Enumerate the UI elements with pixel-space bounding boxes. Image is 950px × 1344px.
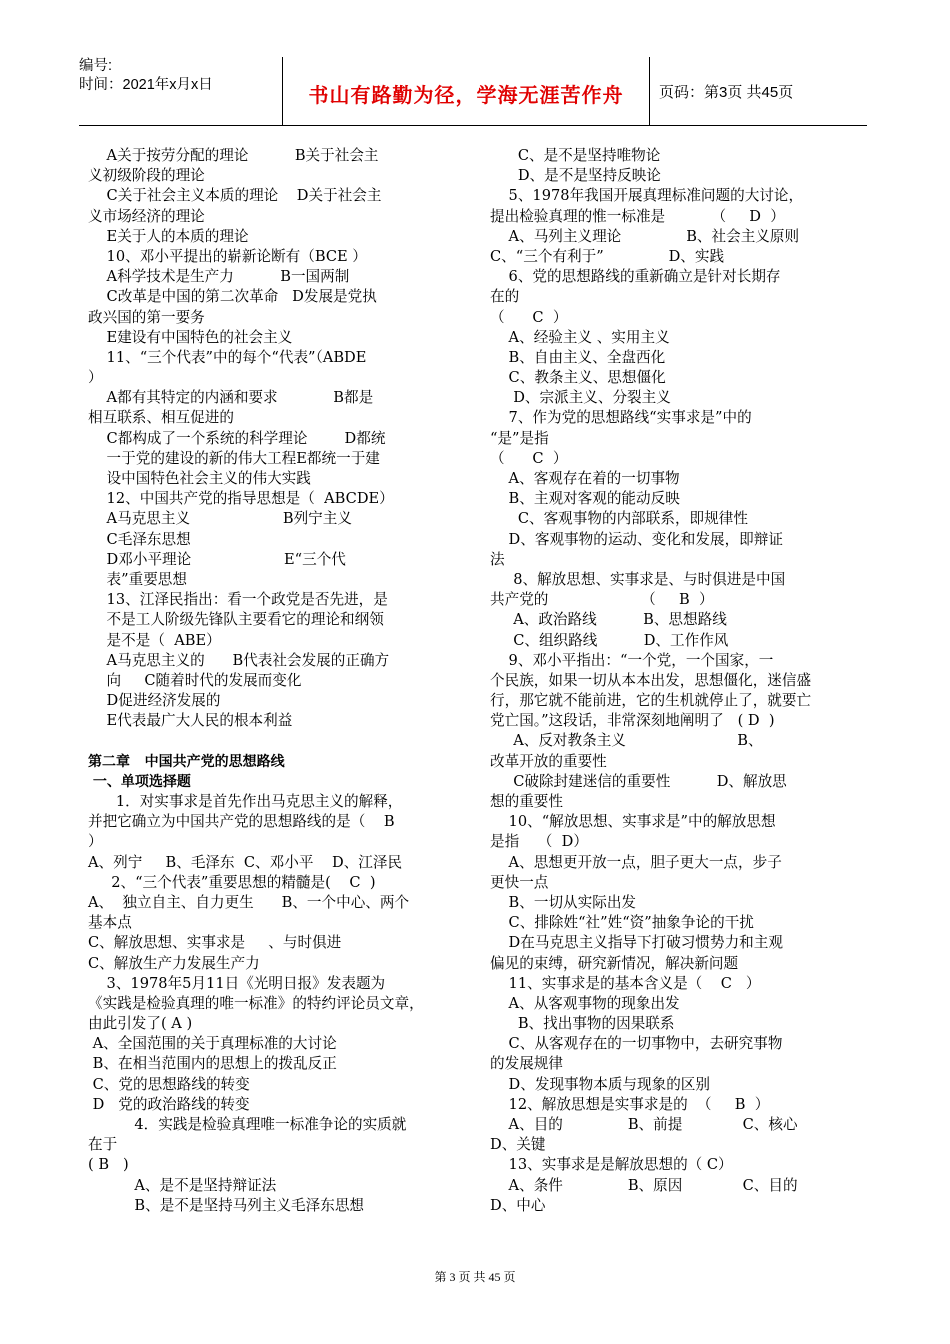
text-line: C、解放生产力发展生产力 [88, 954, 260, 972]
text-line: 法 [490, 550, 505, 568]
text-line: D、客观事物的运动、变化和发展，即辩证 [490, 530, 783, 548]
text-line: 《实践是检验真理的唯一标准》的特约评论员文章， [88, 994, 424, 1012]
text-line: 7、作为党的思想路线“实事求是”中的 [490, 409, 752, 427]
text-line: 5、1978年我国开展真理标准问题的大讨论， [490, 187, 804, 205]
text-line: B、找出事物的因果联系 [490, 1015, 675, 1033]
text-line: D邓小平理论 E“三个代 [88, 550, 346, 568]
text-line: 12、解放思想是实事求是的 （ B ） [490, 1095, 770, 1113]
text-line: 设中国特色社会主义的伟大实践 [88, 470, 311, 487]
text-line: 1．对实事求是首先作出马克思主义的解释， [88, 793, 403, 810]
text-line: A、目的 B、前提 C、核心 [490, 1116, 798, 1133]
text-line: C、排除姓“社”姓“资”抽象争论的干扰 [490, 914, 754, 932]
text-line: 行，那它就不能前进，它的生机就停止了，就要亡 [490, 692, 812, 710]
text-line: 党亡国。”这段话，非常深刻地阐明了 ( D ) [490, 712, 775, 730]
text-line: 10、邓小平提出的崭新论断有（BCE ） [88, 247, 367, 265]
text-line: C、客观事物的内部联系，即规律性 [490, 510, 748, 528]
text-line: D、中心 [490, 1196, 546, 1214]
page-footer: 第 3 页 共 45 页 [434, 1270, 516, 1284]
section-heading: 第二章 中国共产党的思想路线 [88, 753, 285, 770]
text-line: C、“三个有利于” D、实践 [490, 247, 725, 265]
text-line: C、教条主义、思想僵化 [490, 369, 666, 387]
text-line: A、思想更开放一点，胆子更大一点，步子 [490, 853, 782, 871]
text-line: 偏见的束缚，研究新情况，解决新问题 [490, 954, 739, 972]
text-line: 政兴国的第一要务 [88, 308, 205, 326]
text-line: A都有其特定的内涵和要求 B都是 [88, 389, 374, 407]
text-line: 12、中国共产党的指导思想是（ ABCDE） [88, 490, 394, 508]
text-line: A、政治路线 B、思想路线 [490, 611, 727, 629]
text-line: C改革是中国的第二次革命 D发展是党执 [88, 288, 377, 306]
text-line: 的发展规律 [490, 1055, 563, 1073]
text-line: ） [88, 369, 103, 387]
text-line: C都构成了一个系统的科学理论 D都统 [88, 429, 386, 447]
header-motto-cell [282, 57, 650, 125]
text-line: 共产党的 （ B ） [490, 591, 714, 609]
text-line: （ C ） [490, 449, 568, 467]
text-line: A、经验主义 、实用主义 [490, 328, 670, 346]
text-line: C、解放思想、实事求是 、与时俱进 [88, 934, 342, 952]
text-line: 9、邓小平指出：“一个党，一个国家，一 [490, 651, 774, 669]
text-line: A、客观存在着的一切事物 [490, 470, 680, 487]
text-line: 提出检验真理的惟一标准是 （ D ） [490, 207, 785, 225]
text-line: 2、“三个代表”重要思想的精髓是( C ) [88, 873, 376, 891]
text-line: D促进经济发展的 [88, 692, 221, 710]
header-meta [79, 57, 275, 125]
text-line: 是不是（ ABE） [88, 631, 221, 649]
text-line: 基本点 [88, 914, 132, 932]
text-line: C、是不是坚持唯物论 [490, 147, 661, 164]
text-line: 11、“三个代表”中的每个“代表”（ABDE [88, 348, 367, 366]
header-page-cell [659, 57, 867, 125]
text-line: B、自由主义、全盘西化 [490, 348, 666, 366]
text-line: 不是工人阶级先锋队主要看它的理论和纲领 [88, 611, 384, 629]
document-number-label: 编号: [79, 58, 113, 74]
text-line: B、在相当范围内的思想上的拨乱反正 [88, 1055, 337, 1073]
text-line: 4．实践是检验真理唯一标准争论的实质就 [88, 1116, 407, 1133]
text-line: 相互联系、相互促进的 [88, 409, 234, 427]
text-line: E关于人的本质的理论 [88, 227, 249, 245]
text-line: A、 独立自主、自力更生 B、一个中心、两个 [88, 893, 410, 911]
text-line: 13、江泽民指出：看一个政党是否先进，是 [88, 591, 388, 609]
text-line: D、是不是坚持反映论 [490, 167, 661, 185]
text-line: C毛泽东思想 [88, 530, 191, 548]
text-line: B、一切从实际出发 [490, 893, 637, 911]
section-heading: 一、单项选择题 [88, 773, 191, 790]
text-line: 是指 （ D） [490, 833, 588, 851]
header-page-info: 页码：第3页 共45页 [659, 84, 794, 101]
text-line: D、关键 [490, 1136, 546, 1154]
text-line: A马克思主义的 B代表社会发展的正确方 [88, 651, 390, 669]
text-line: A、全国范围的关于真理标准的大讨论 [88, 1035, 337, 1053]
text-line: A、是不是坚持辩证法 [88, 1176, 277, 1194]
text-line [88, 731, 450, 751]
text-line: A科学技术是生产力 B一国两制 [88, 268, 350, 286]
text-line: 由此引发了( A ) [88, 1015, 193, 1033]
text-line: 想的重要性 [490, 793, 563, 810]
text-line: D 党的政治路线的转变 [88, 1095, 250, 1113]
header-motto: 书山有路勤为径，学海无涯苦作舟 [308, 83, 624, 107]
text-line: 11、实事求是的基本含义是（ C ） [490, 974, 761, 992]
text-line: ） [88, 833, 103, 851]
text-line: D、宗派主义、分裂主义 [490, 389, 671, 407]
text-line: E建设有中国特色的社会主义 [88, 328, 293, 346]
text-line: 义市场经济的理论 [88, 207, 205, 225]
page-header [79, 57, 867, 126]
text-line: 10、“解放思想、实事求是”中的解放思想 [490, 813, 776, 831]
text-line: B、主观对客观的能动反映 [490, 490, 680, 508]
text-line: ( B ) [88, 1156, 129, 1174]
text-line: 更快一点 [490, 873, 549, 891]
text-line: D、发现事物本质与现象的区别 [490, 1075, 710, 1093]
text-line: A、列宁 B、毛泽东 C、邓小平 D、江泽民 [88, 853, 403, 871]
text-line: （ C ） [490, 308, 568, 326]
text-line: 并把它确立为中国共产党的思想路线的是（ B [88, 813, 395, 831]
text-line: A马克思主义 B列宁主义 [88, 510, 352, 528]
text-line: A关于按劳分配的理论 B关于社会主 [88, 147, 379, 164]
text-line: 义初级阶段的理论 [88, 167, 205, 185]
text-line: C、组织路线 D、工作作风 [490, 631, 729, 649]
text-line: 3、1978年5月11日《光明日报》发表题为 [88, 974, 386, 992]
text-line: 改革开放的重要性 [490, 752, 607, 770]
text-line: E代表最广大人民的根本利益 [88, 712, 293, 730]
text-line: 在于 [88, 1136, 118, 1154]
text-line: C、党的思想路线的转变 [88, 1075, 250, 1093]
text-line: C关于社会主义本质的理论 D关于社会主 [88, 187, 382, 205]
left-text-column [88, 146, 450, 1216]
text-line: 13、实事求是是解放思想的（ C） [490, 1156, 733, 1174]
text-line: C破除封建迷信的重要性 D、解放思 [490, 772, 787, 790]
text-line: D在马克思主义指导下打破习惯势力和主观 [490, 934, 783, 952]
text-line: A、马列主义理论 B、社会主义原则 [490, 227, 800, 245]
text-line: C、从客观存在的一切事物中，去研究事物 [490, 1035, 783, 1053]
text-line: “是”是指 [490, 429, 549, 447]
text-line: B、是不是坚持马列主义毛泽东思想 [88, 1196, 365, 1214]
text-line: 在的 [490, 288, 520, 306]
text-line: A、反对教条主义 B、 [490, 732, 763, 750]
text-line: 8、解放思想、实事求是、与时俱进是中国 [490, 570, 786, 588]
text-line: A、条件 B、原因 C、目的 [490, 1176, 798, 1194]
text-line: A、从客观事物的现象出发 [490, 994, 680, 1012]
right-text-column [490, 146, 862, 1216]
text-line: 6、党的思想路线的重新确立是针对长期存 [490, 268, 781, 286]
text-line: 向 C随着时代的发展而变化 [88, 671, 302, 689]
document-time-label: 时间：2021年x月x日 [79, 77, 213, 93]
text-line: 个民族，如果一切从本本出发，思想僵化，迷信盛 [490, 671, 812, 689]
text-line: 表”重要思想 [88, 570, 187, 588]
text-line: 一于党的建设的新的伟大工程E都统一于建 [88, 449, 380, 467]
